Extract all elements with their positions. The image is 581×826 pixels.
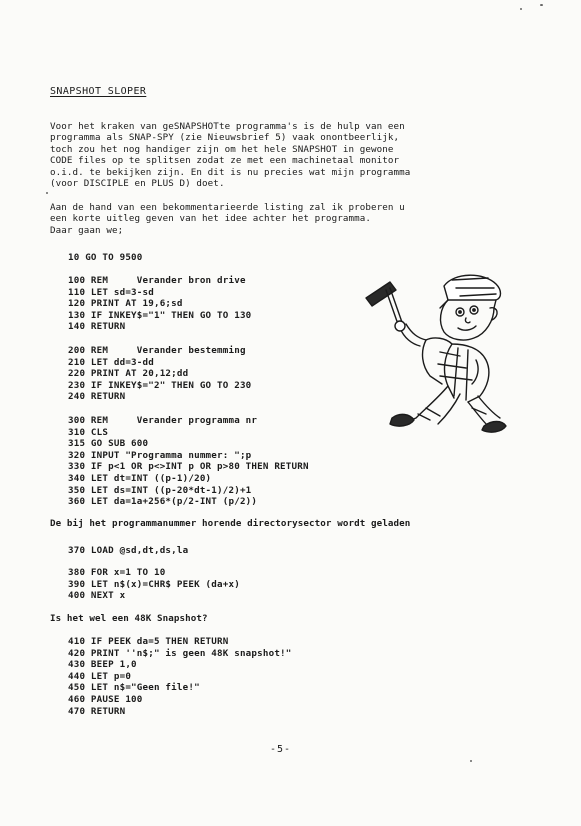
- code-line: 440 LET p=0: [68, 670, 132, 682]
- code-line: 330 IF p<1 OR p<>INT p OR p>80 THEN RETURN: [68, 461, 309, 473]
- code-block-load: [68, 545, 408, 557]
- code-block-name-loop: [68, 567, 408, 602]
- code-block-start: [68, 252, 408, 264]
- text-line: programma als SNAP-SPY (zie Nieuwsbrief 5) vaak onontbeerlijk,: [50, 132, 400, 144]
- code-line: 315 GO SUB 600: [68, 438, 149, 450]
- note-48k-check: [50, 613, 540, 624]
- code-line: 120 PRINT AT 19,6;sd: [68, 298, 183, 310]
- code-line: 400 NEXT x: [68, 590, 126, 602]
- code-line: 390 LET n$(x)=CHR$ PEEK (da+x): [68, 578, 240, 590]
- code-line: 410 IF PEEK da=5 THEN RETURN: [68, 636, 229, 647]
- text-line: een korte uitleg geven van het idee achter het programma.: [50, 213, 371, 225]
- intro-paragraph-2: [50, 202, 540, 236]
- text-line: toch zou het nog handiger zijn om het hele SNAPSHOT in gewone: [50, 143, 394, 155]
- code-line: 320 INPUT "Programma nummer: ";p: [68, 449, 252, 461]
- scan-speck: [540, 4, 543, 6]
- code-line: 300 REM Verander programma nr: [68, 415, 258, 426]
- scan-speck: [520, 8, 522, 10]
- code-line: 430 BEEP 1,0: [68, 659, 137, 671]
- code-line: 10 GO TO 9500: [68, 252, 143, 263]
- cartoon-man-hammer-icon: [356, 268, 508, 438]
- text-line: Daar gaan we;: [50, 224, 124, 236]
- code-line: 450 LET n$="Geen file!": [68, 682, 200, 694]
- note-directory-sector: [50, 518, 540, 529]
- code-line: 350 LET ds=INT ((p-20*dt-1)/2)+1: [68, 484, 252, 496]
- code-line: 200 REM Verander bestemming: [68, 345, 246, 356]
- page-number: -5-: [270, 744, 292, 755]
- code-line: 100 REM Verander bron drive: [68, 275, 246, 286]
- code-line: 220 PRINT AT 20,12;dd: [68, 368, 189, 380]
- text-line: Aan de hand van een bekommentarieerde listing zal ik proberen u: [50, 202, 405, 213]
- scan-speck: [46, 192, 48, 194]
- text-line: (voor DISCIPLE en PLUS D) doet.: [50, 178, 225, 190]
- code-line: 370 LOAD @sd,dt,ds,la: [68, 545, 189, 556]
- code-line: 420 PRINT ''n$;" is geen 48K snapshot!": [68, 647, 292, 659]
- code-line: 110 LET sd=3-sd: [68, 286, 154, 298]
- code-line: 380 FOR x=1 TO 10: [68, 567, 166, 578]
- code-line: 460 PAUSE 100: [68, 693, 143, 705]
- text-line: Is het wel een 48K Snapshot?: [50, 613, 208, 624]
- text-line: De bij het programmanummer horende directorysector wordt geladen: [50, 518, 411, 529]
- text-line: CODE files op te splitsen zodat ze met een machinetaal monitor: [50, 155, 400, 167]
- code-line: 130 IF INKEY$="1" THEN GO TO 130: [68, 309, 252, 321]
- article-title: SNAPSHOT SLOPER: [50, 86, 147, 97]
- code-line: 470 RETURN: [68, 705, 126, 717]
- code-line: 240 RETURN: [68, 391, 126, 403]
- text-line: o.i.d. te bekijken zijn. En dit is nu precies wat mijn programma: [50, 166, 411, 178]
- code-line: 360 LET da=1a+256*(p/2-INT (p/2)): [68, 496, 258, 508]
- scan-speck: [470, 760, 472, 762]
- code-line: 310 CLS: [68, 426, 109, 438]
- code-line: 140 RETURN: [68, 321, 126, 333]
- code-block-48k-check: [68, 636, 408, 717]
- intro-paragraph: [50, 121, 540, 189]
- code-line: 210 LET dd=3-dd: [68, 356, 154, 368]
- code-line: 340 LET dt=INT ((p-1)/20): [68, 472, 212, 484]
- code-line: 230 IF INKEY$="2" THEN GO TO 230: [68, 379, 252, 391]
- text-line: Voor het kraken van geSNAPSHOTte programma's is de hulp van een: [50, 121, 405, 132]
